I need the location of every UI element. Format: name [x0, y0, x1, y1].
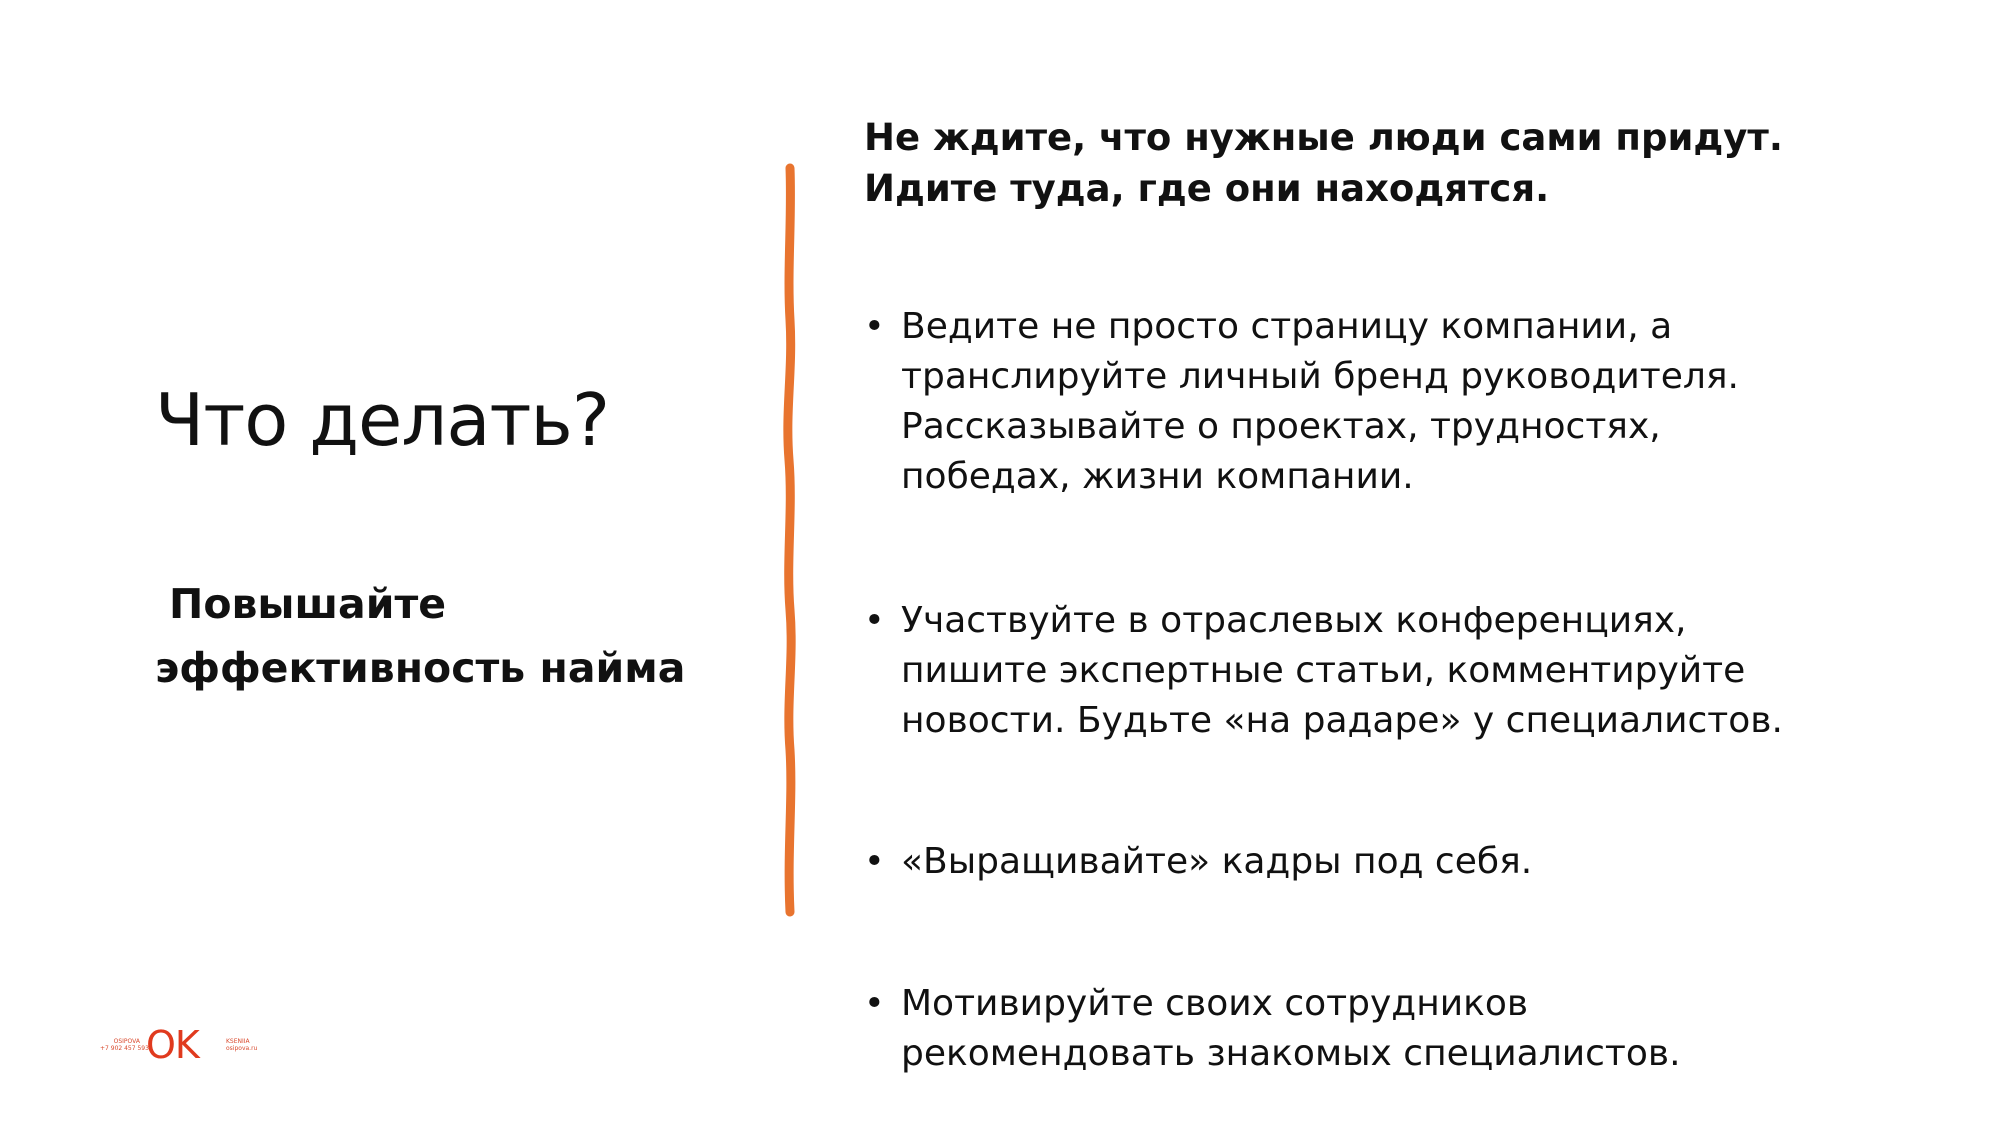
logo-left-line: +7 902 457 5930 — [100, 1045, 153, 1052]
subtitle-line: эффективность найма — [155, 644, 686, 692]
logo-left-line: OSIPOVA — [113, 1038, 140, 1045]
logo-right-line: osipova.ru — [226, 1045, 258, 1052]
bullet-dot-icon: • — [864, 307, 885, 347]
bullet-line: новости. Будьте «на радаре» у специалистов. — [901, 700, 1783, 741]
bullet-line: рекомендовать знакомых специалистов. — [901, 1033, 1681, 1074]
wavy-divider-icon — [770, 160, 810, 920]
logo-mark: OK — [146, 1023, 199, 1067]
right-heading — [864, 112, 1783, 214]
bullet-line: «Выращивайте» кадры под себя. — [901, 841, 1533, 882]
bullet-line: Участвуйте в отраслевых конференциях, — [901, 600, 1687, 641]
subtitle-line: Повышайте — [169, 580, 447, 628]
page-title: Что делать? — [155, 378, 610, 462]
bullet-line: транслируйте личный бренд руководителя. — [901, 356, 1739, 397]
bullet-line: Рассказывайте о проектах, трудностях, — [901, 406, 1661, 447]
bullet-line: Мотивируйте своих сотрудников — [901, 983, 1529, 1024]
logo-left-text — [100, 1038, 153, 1052]
heading-line: Не ждите, что нужные люди сами придут. — [864, 116, 1783, 159]
subtitle — [155, 572, 685, 700]
ok-logo-icon — [100, 1023, 258, 1067]
bullet-dot-icon: • — [864, 601, 885, 641]
bullet-line: победах, жизни компании. — [901, 456, 1414, 497]
bullet-dot-icon: • — [864, 984, 885, 1024]
bullet-line: Ведите не просто страницу компании, а — [901, 306, 1673, 347]
bullet-dot-icon: • — [864, 842, 885, 882]
bullet-line: пишите экспертные статьи, комментируйте — [901, 650, 1746, 691]
logo-right-line: KSENIIA — [226, 1038, 250, 1045]
logo-right-text — [226, 1038, 257, 1052]
heading-line: Идите туда, где они находятся. — [864, 167, 1550, 210]
